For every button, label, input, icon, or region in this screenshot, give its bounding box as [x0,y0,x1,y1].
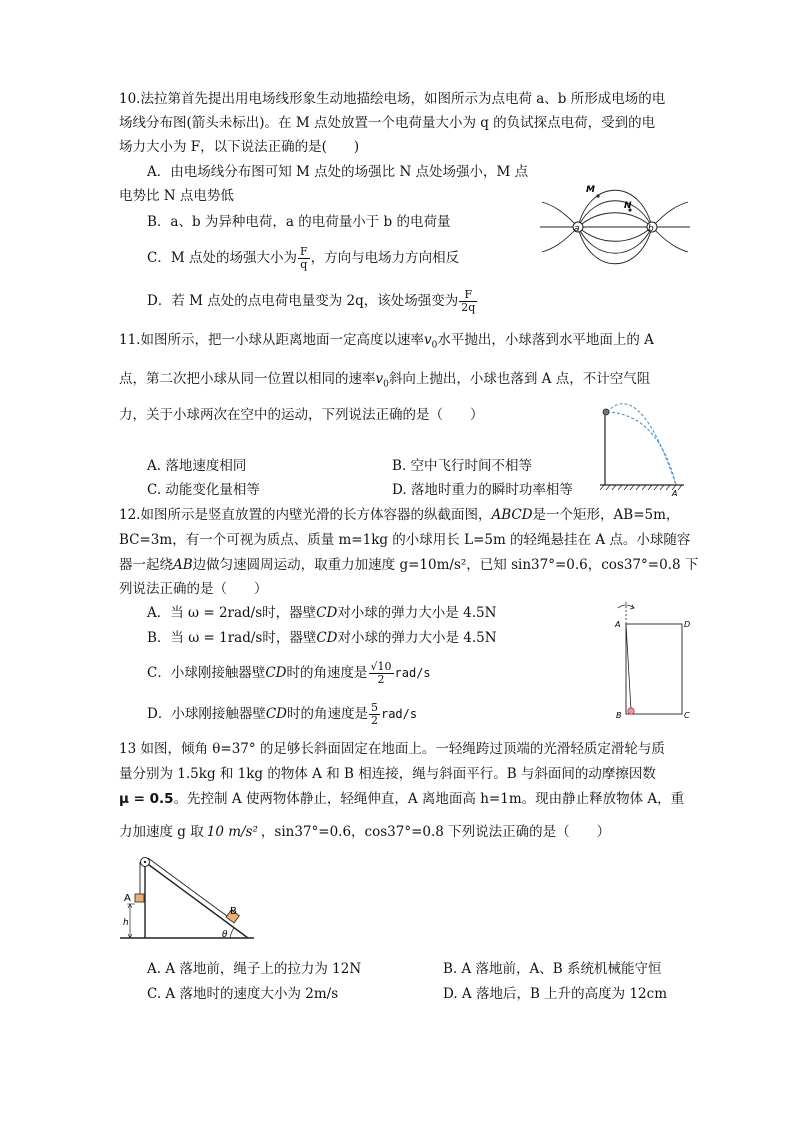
q10-field-line-figure [540,180,690,275]
oblique-trajectory [607,404,676,485]
q12-ab: AB [173,557,193,573]
q12-option-a-post: 对小球的弹力大小是 4.5N [337,605,497,621]
q13-option-d: D. A 落地后，B 上升的高度为 12cm [443,986,668,1002]
q10-stem-line2: 场线分布图(箭头未标出)。在 M 点处放置一个电荷量大小为 q 的负试探点电荷，受到的电 [119,115,656,131]
q11-stem-line2 [119,370,650,394]
label-b: B [230,906,237,917]
label-h: h [123,918,129,928]
q13-incline-figure [118,850,258,945]
q13-option-a: A. A 落地前，绳子上的拉力为 12N [147,961,362,977]
q12-option-c-unit: rad/s [394,666,431,680]
q11-option-d: D. 落地时重力的瞬时功率相等 [392,482,573,498]
ground-hatching [600,485,682,490]
q10-option-b: B．a、b 为异种电荷，a 的电荷量小于 b 的电荷量 [147,214,451,230]
label-c: C [684,711,690,720]
q12-option-b-post: 对小球的弹力大小是 4.5N [337,630,497,646]
field-line [652,202,688,227]
fraction-numerator: F [459,289,477,302]
friction-coefficient: μ = 0.5 [119,791,174,807]
q13-option-b: B. A 落地前，A、B 系统机械能守恒 [443,961,662,977]
fraction-f-over-2q [459,289,477,314]
q13-stem-line4 [119,823,610,841]
q12-option-c [147,661,431,686]
ball [603,409,609,415]
q12-cd: CD [265,665,287,681]
q12-stem-line4: 列说法正确的是（ ） [119,581,268,597]
fraction-denominator: 2 [370,714,378,727]
gravity-value: 10 m/s² [206,824,258,840]
q12-cd: CD [265,706,287,722]
q12-stem-line2: BC=3m，有一个可视为质点、质量 m=1kg 的小球用长 L=5m 的轻绳悬挂在 A 点。小球随容 [119,532,691,548]
q11-stem-line1-post: 水平抛出，小球落到水平地面上的 A [437,332,654,348]
field-line [578,227,652,264]
q12-abcd: ABCD [491,507,533,523]
pulley-axle [144,861,146,863]
q11-option-a: A. 落地速度相同 [147,458,247,474]
q12-option-b [147,629,497,647]
fraction-denominator: 2q [461,301,476,314]
q13-stem-line3 [119,790,684,808]
label-b: B [616,711,622,720]
container-abcd [626,624,682,714]
q10-stem-line3: 场力大小为 F，以下说法正确的是( ) [119,139,360,155]
q13-stem-line1: 13 如图，倾角 θ=37° 的足够长斜面固定在地面上。一轻绳跨过顶端的光滑轻质定滑轮与质 [119,741,665,757]
rope-along-incline [148,858,231,919]
q11-stem-line2-post: 斜向上抛出，小球也落到 A 点，不计空气阻 [388,371,651,387]
q11-option-b: B. 空中飞行时间不相等 [392,458,533,474]
field-line [578,201,652,227]
q13-stem-line2: 量分别为 1.5kg 和 1kg 的物体 A 和 B 相连接，绳与斜面平行。B 与斜面间的动摩擦因数 [119,766,656,782]
horizontal-trajectory [607,412,676,485]
label-a: A [124,893,131,904]
fraction-denominator: q [300,258,308,271]
q12-option-b-pre: B．当 ω = 1rad/s时，器壁 [147,630,317,646]
label-theta: θ [222,930,228,940]
q12-stem-line3 [119,556,698,574]
q12-option-d-unit: rad/s [380,707,418,721]
fraction-sqrt10-over-2 [369,661,394,686]
q11-option-c: C. 动能变化量相等 [147,482,260,498]
label-a: A [615,620,621,629]
point-m [596,194,599,197]
q13-stem-line3-post: 。先控制 A 使两物体静止，轻绳伸直，A 离地面高 h=1m。现由静止释放物体 A，重 [173,791,685,807]
label-a: A [672,489,678,498]
v0-subscript: 0 [383,379,389,390]
q11-stem-line3: 力，关于小球两次在空中的运动，下列说法正确的是（ ） [119,407,484,423]
q12-stem-line3-pre: 器一起绕 [119,557,173,573]
q10-option-a-line1: A．由电场线分布图可知 M 点处的场强比 N 点处场强小，M 点 [147,164,529,180]
fraction-numerator: √10 [370,660,392,673]
q12-option-a [147,604,496,622]
q12-cd: CD [316,630,338,646]
label-d: D [684,620,691,629]
field-line [578,227,652,253]
q10-option-a-line2: 电势比 N 点电势低 [119,188,234,204]
q10-option-d [147,289,478,314]
label-b: b [648,224,654,234]
q10-option-c-post: ，方向与电场力方向相反 [310,250,460,266]
small-ball [628,708,634,714]
q12-container-figure [606,600,696,725]
fraction-5-over-2 [369,702,380,727]
label-a: a [574,224,580,234]
field-line [542,227,578,252]
q12-option-c-mid: 时的角速度是 [286,665,368,681]
q10-option-c [147,246,459,271]
q12-stem-line1-pre: 12.如图所示是竖直放置的内壁光滑的长方体容器的纵截面图， [119,507,492,523]
v0-symbol: v [375,371,384,387]
q11-stem-line1 [119,331,654,355]
q12-option-a-pre: A．当 ω = 2rad/s时，器壁 [147,605,317,621]
q10-option-c-pre: C．M 点处的场强大小为 [147,250,297,266]
fraction-numerator: 5 [370,701,378,714]
q13-stem-line4-post: ，sin37°=0.6，cos37°=0.8 下列说法正确的是（ ） [260,824,611,840]
string [626,624,631,710]
v0-symbol: v [423,332,432,348]
incline-surface [145,862,248,938]
field-line [578,190,652,227]
fraction-denominator: 2 [377,673,385,686]
q13-option-c: C. A 落地时的速度大小为 2m/s [147,986,339,1002]
label-n: N [624,201,632,211]
q12-stem-line1-post: 是一个矩形，AB=5m， [532,507,680,523]
field-line [578,227,652,241]
q10-stem-line1: 10.法拉第首先提出用电场线形象生动地描绘电场，如图所示为点电荷 a、b 所形成电场的电 [119,91,666,107]
field-line [578,213,652,227]
fraction-numerator: F [299,245,308,258]
angle-arc [230,928,234,938]
q11-stem-line1-pre: 11.如图所示，把一小球从距离地面一定高度以速率 [119,332,424,348]
fraction-f-over-q [298,246,310,271]
q11-projectile-figure [596,400,688,500]
q12-option-d [147,702,417,727]
q12-stem-line1 [119,506,679,524]
v0-subscript: 0 [431,340,438,351]
q13-stem-line4-pre: 力加速度 g 取 [119,824,204,840]
q12-option-d-mid: 时的角速度是 [286,706,368,722]
q12-stem-line3-post: 边做匀速圆周运动，取重力加速度 g=10m/s²，已知 sin37°=0.6，cos37°=0.8 下 [192,557,699,573]
q10-option-d-pre: D．若 M 点处的点电荷电量变为 2q，该处场强变为 [147,293,459,309]
q12-option-d-pre: D．小球刚接触器壁 [147,706,266,722]
label-m: M [586,185,595,195]
field-line [652,227,688,252]
q12-option-c-pre: C．小球刚接触器壁 [147,665,266,681]
q12-cd: CD [316,605,338,621]
block-a [135,894,144,902]
field-line [542,202,578,227]
q11-stem-line2-pre: 点，第二次把小球从同一位置以相同的速率 [119,371,376,387]
